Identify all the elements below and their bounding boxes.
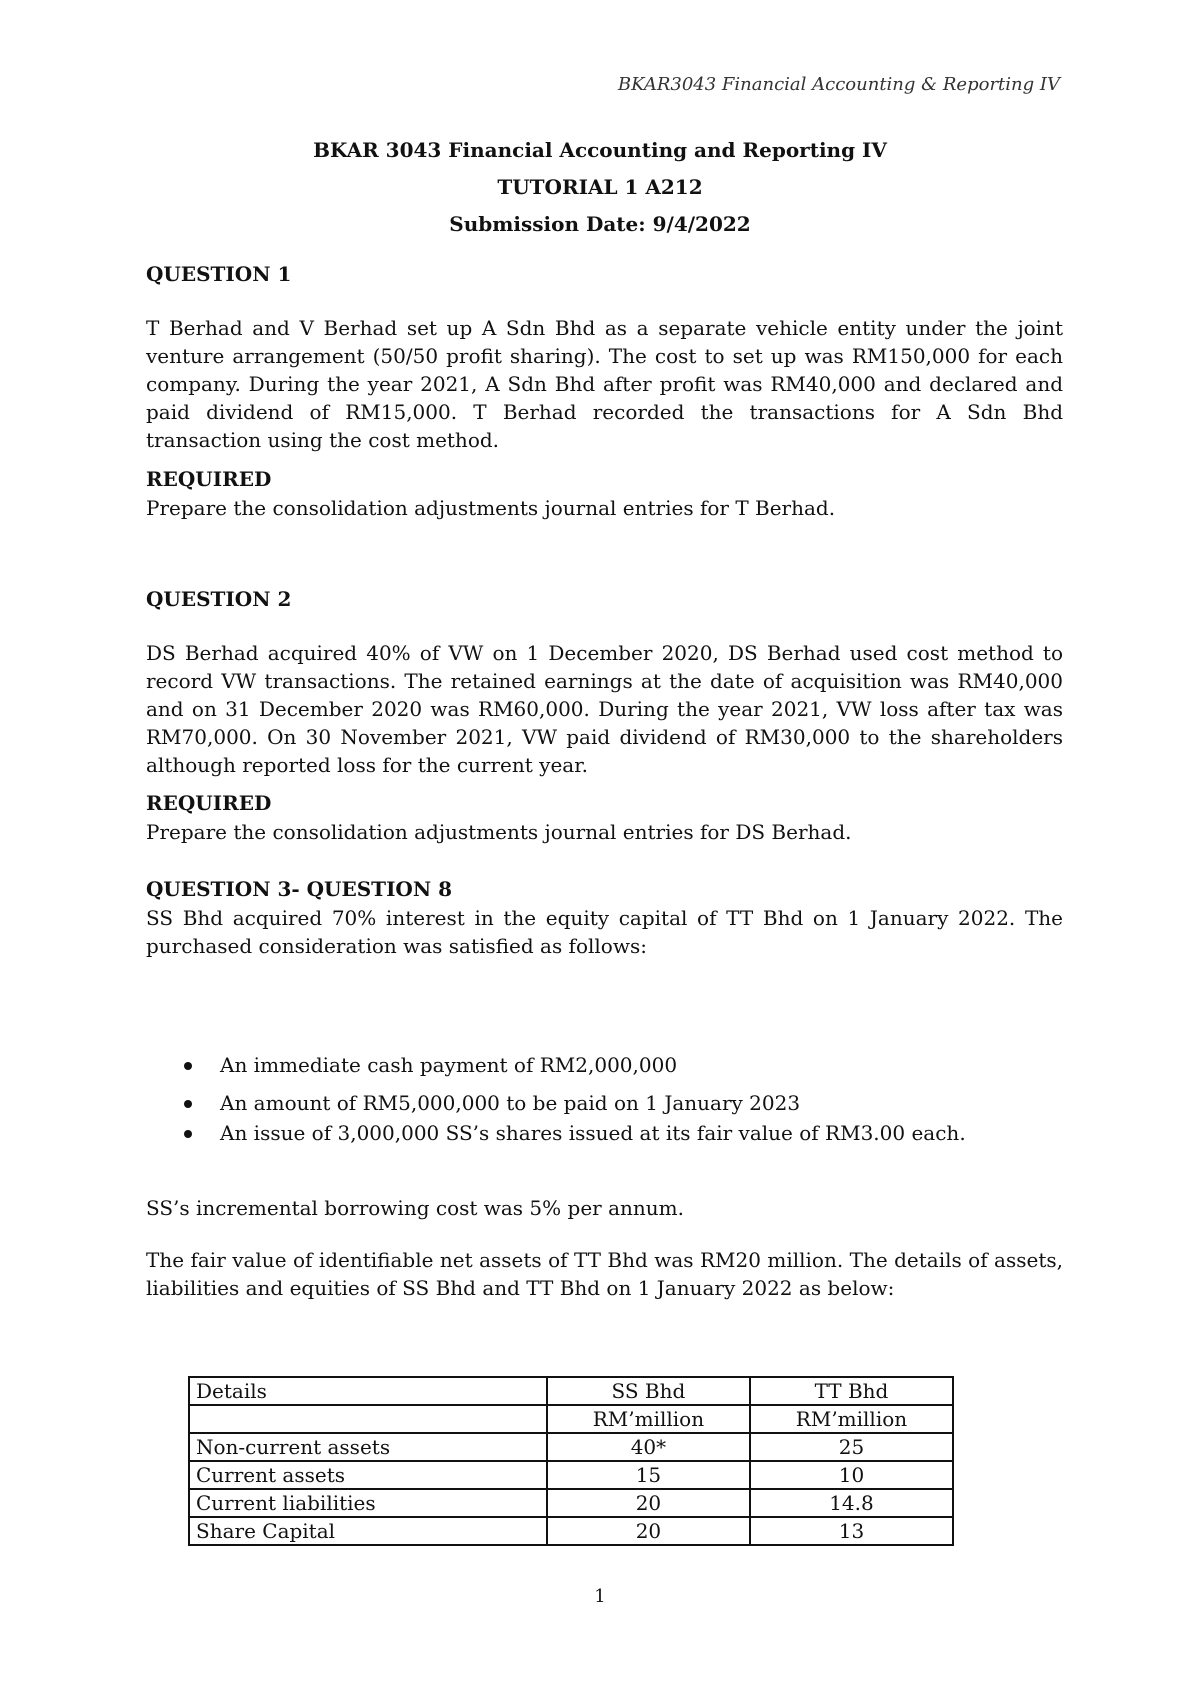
submission-date: Submission Date: 9/4/2022: [449, 212, 751, 236]
bullet-icon: [184, 1130, 192, 1138]
table-cell: Current assets: [189, 1461, 547, 1489]
table-cell: Current liabilities: [189, 1489, 547, 1517]
question-2-required-text: Prepare the consolidation adjustments journal entries for DS Berhad.: [146, 820, 852, 844]
tutorial-title: TUTORIAL 1 A212: [497, 175, 703, 199]
question-1-body: T Berhad and V Berhad set up A Sdn Bhd as a separate vehicle entity under the joint venture arrangement (50/50 profit sharing). The cost to set up was RM150,000 for each company. During the year 2021, A Sdn Bhd after profit was RM40,000 and declared and paid dividend of RM15,000. T Berhad recorded the transactions for A Sdn Bhd transaction using the cost method.: [146, 316, 1063, 452]
question-3-8-heading: QUESTION 3- QUESTION 8: [146, 877, 453, 901]
question-2-body: DS Berhad acquired 40% of VW on 1 December 2020, DS Berhad used cost method to record VW transactions. The retained earnings at the date of acquisition was RM40,000 and on 31 December 2020 was RM60,000. During the year 2021, VW loss after tax was RM70,000. On 30 November 2021, VW paid dividend of RM30,000 to the shareholders although reported loss for the current year.: [146, 641, 1063, 777]
question-1-required-text: Prepare the consolidation adjustments journal entries for T Berhad.: [146, 496, 836, 520]
table-units-row: [189, 1405, 953, 1433]
table-cell: RM’million: [547, 1405, 750, 1433]
table-cell: 10: [750, 1461, 953, 1489]
question-1-heading: QUESTION 1: [146, 262, 292, 286]
table-cell: Non-current assets: [189, 1433, 547, 1461]
table-header-row: [189, 1377, 953, 1405]
table-cell: 20: [547, 1517, 750, 1545]
bullet-icon: [184, 1100, 192, 1108]
table-cell: 13: [750, 1517, 953, 1545]
details-table: [188, 1376, 954, 1546]
table-cell: 14.8: [750, 1489, 953, 1517]
table-row: [189, 1517, 953, 1545]
table-row: [189, 1433, 953, 1461]
table-cell: RM’million: [750, 1405, 953, 1433]
table-cell: 20: [547, 1489, 750, 1517]
table-header-cell: Details: [189, 1377, 547, 1405]
table-header-cell: SS Bhd: [547, 1377, 750, 1405]
table-cell: 15: [547, 1461, 750, 1489]
table-cell: 40*: [547, 1433, 750, 1461]
fair-value-text: The fair value of identifiable net assets of TT Bhd was RM20 million. The details of assets, liabilities and equities of SS Bhd and TT Bhd on 1 January 2022 as below:: [146, 1248, 1063, 1300]
table-cell: [189, 1405, 547, 1433]
consideration-list: [146, 1050, 1046, 1148]
table-row: [189, 1489, 953, 1517]
list-item: An issue of 3,000,000 SS’s shares issued at its fair value of RM3.00 each.: [146, 1118, 1046, 1148]
running-header: BKAR3043 Financial Accounting & Reporting IV: [617, 74, 1060, 95]
question-3-intro: SS Bhd acquired 70% interest in the equity capital of TT Bhd on 1 January 2022. The purchased consideration was satisfied as follows:: [146, 906, 1063, 958]
table-header-cell: TT Bhd: [750, 1377, 953, 1405]
bullet-icon: [184, 1062, 192, 1070]
page-number: 1: [594, 1586, 606, 1607]
list-item: An amount of RM5,000,000 to be paid on 1 January 2023: [146, 1088, 1046, 1118]
table-cell: Share Capital: [189, 1517, 547, 1545]
table-row: [189, 1461, 953, 1489]
table-cell: 25: [750, 1433, 953, 1461]
question-2-heading: QUESTION 2: [146, 587, 292, 611]
question-2-required-label: REQUIRED: [146, 791, 272, 815]
borrowing-cost-text: SS’s incremental borrowing cost was 5% per annum.: [146, 1196, 684, 1220]
course-title: BKAR 3043 Financial Accounting and Reporting IV: [313, 138, 887, 162]
question-1-required-label: REQUIRED: [146, 467, 272, 491]
list-item: An immediate cash payment of RM2,000,000: [146, 1050, 1046, 1080]
